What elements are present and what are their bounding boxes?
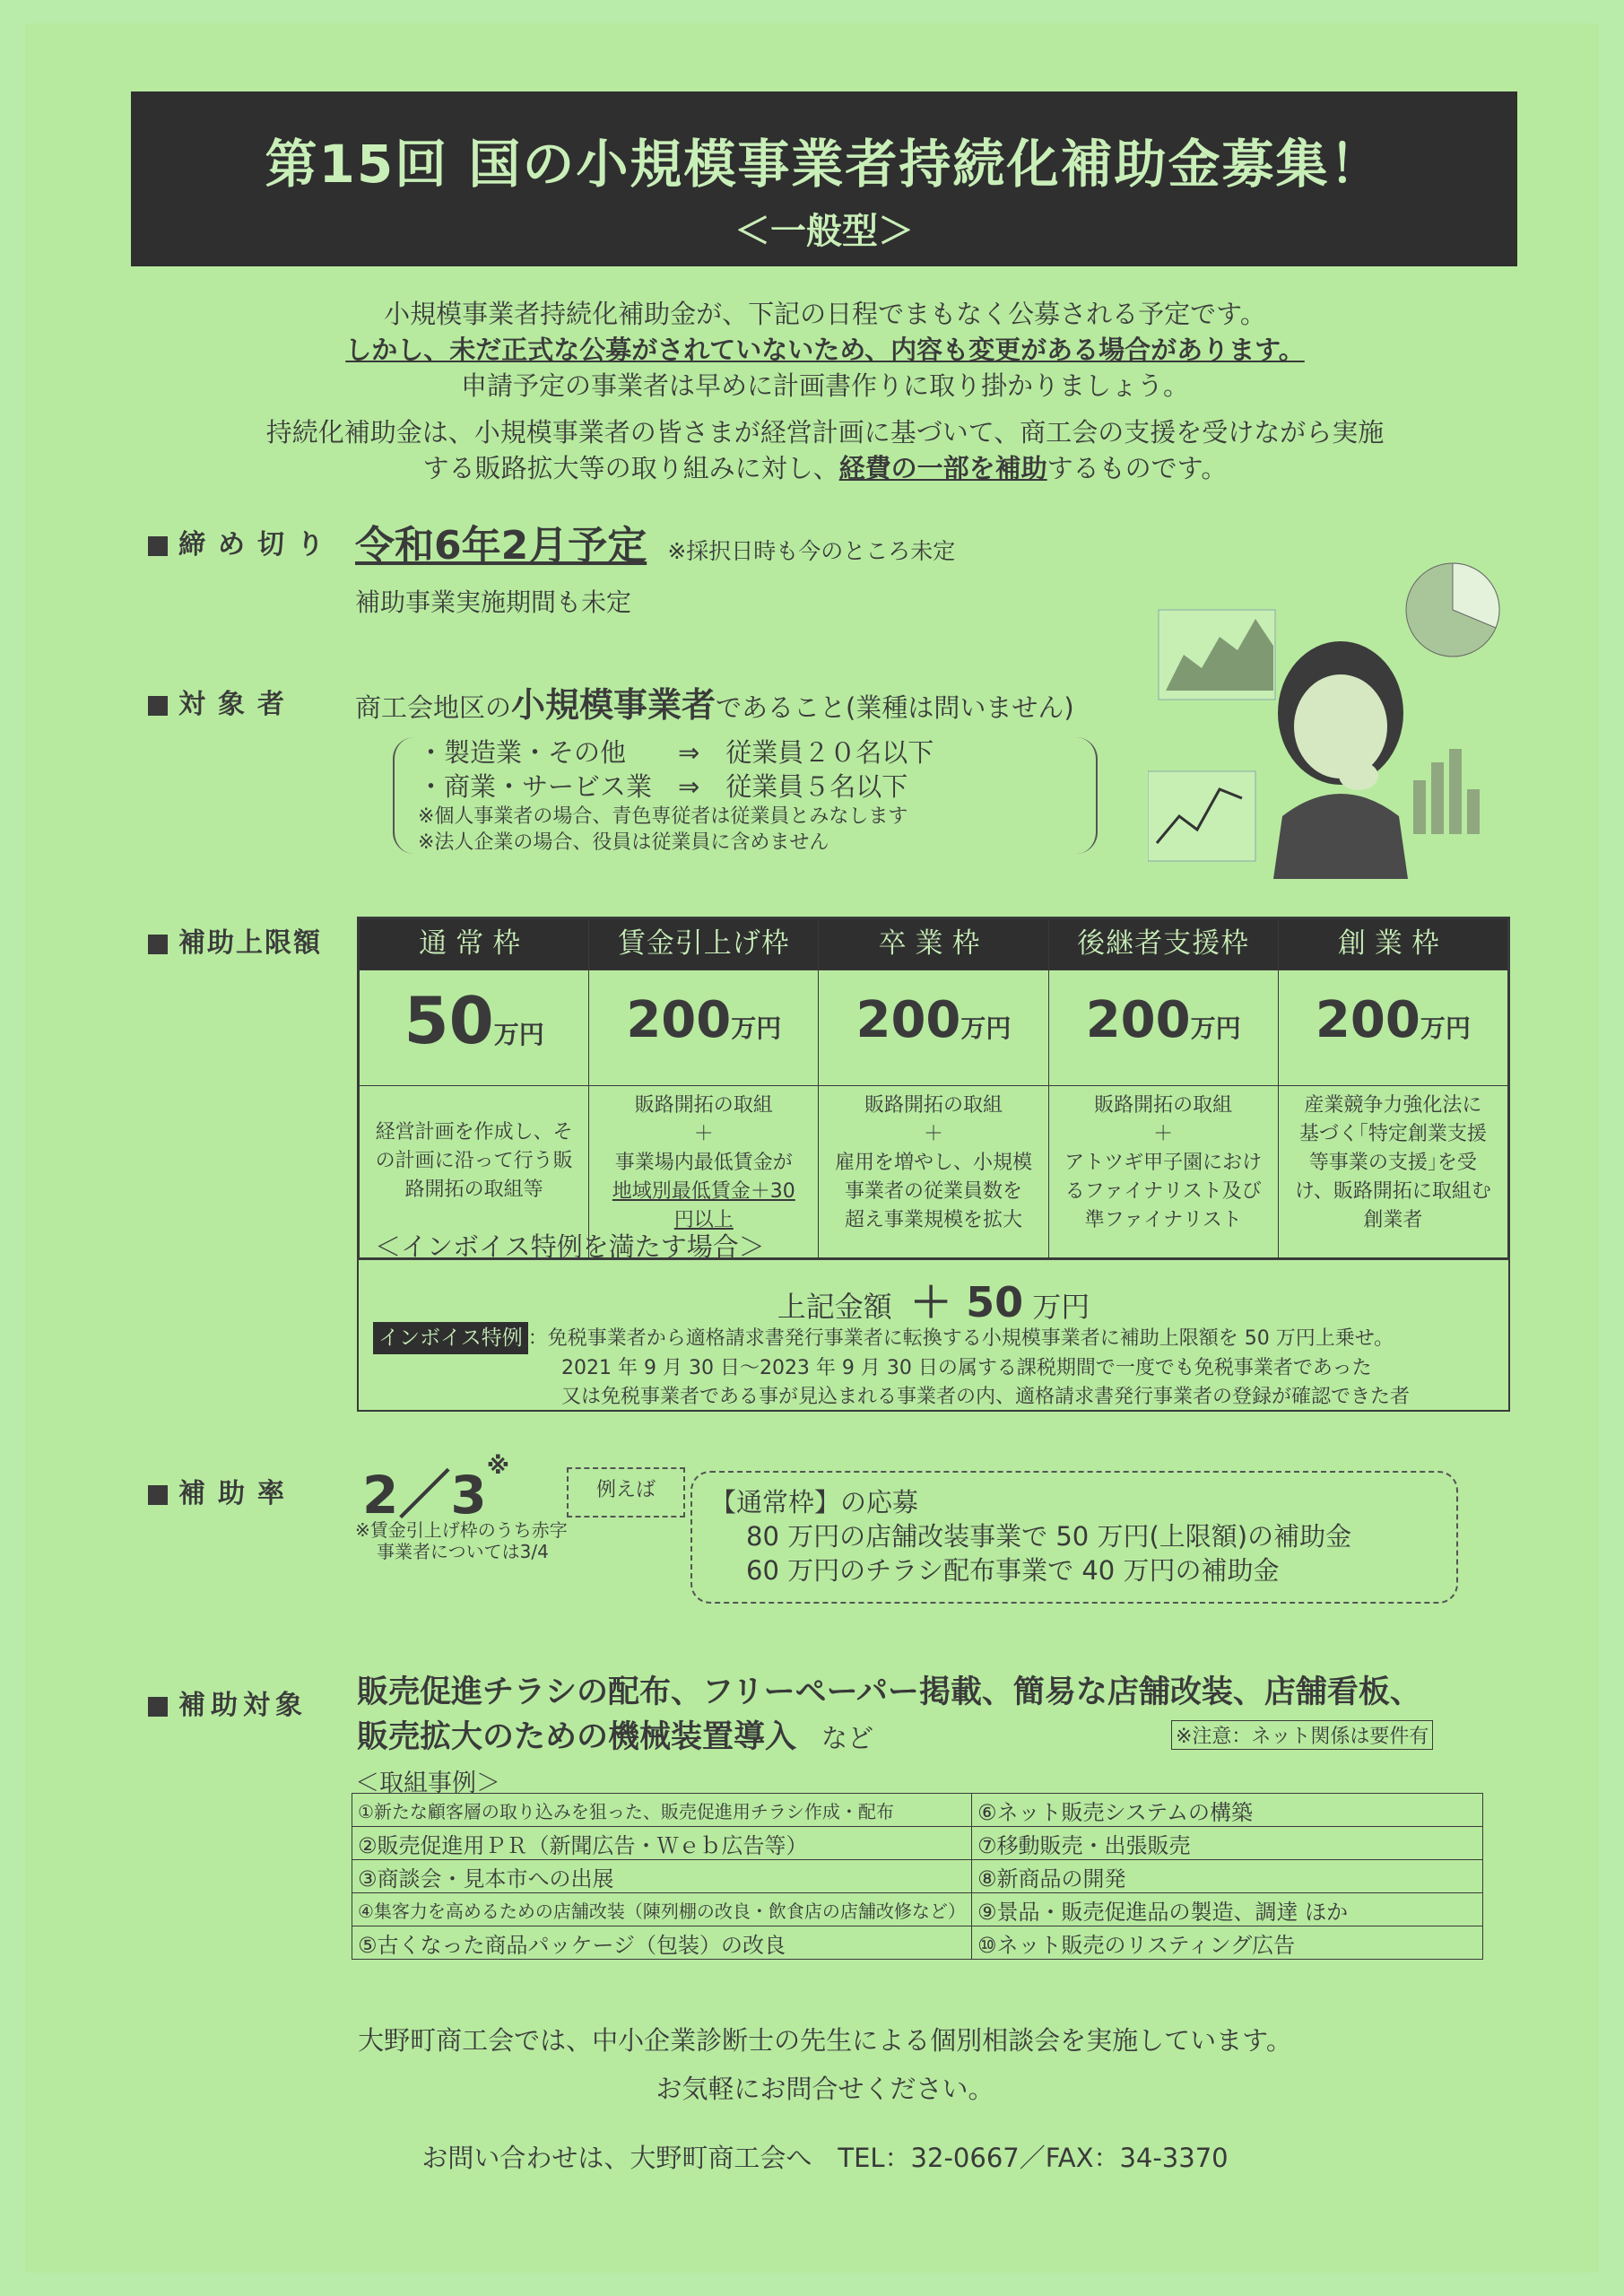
cases-table bbox=[352, 1793, 1483, 1960]
amount-cell: 200万円 bbox=[819, 970, 1048, 1086]
target-note: ※個人事業者の場合、青色専従者は従業員とみなします bbox=[418, 805, 908, 828]
case-item: ⑨景品・販売促進品の製造、調達 ほか bbox=[971, 1893, 1482, 1926]
intro-emphasis: 経費の一部を補助 bbox=[838, 453, 1047, 483]
pie-chart-icon bbox=[1406, 563, 1499, 657]
invoice-detail: インボイス特例 ：免税事業者から適格請求書発行事業者に転換する小規模事業者に補助上限額を 50 万円上乗せ。 2021 年 9 月 30 日～2023 年 9 月 30 日の属する課税期間で一度でも免税事業者であった 又は免税事業者である事が見込まれる事業者の内、適格請求書発行事業者の登録が確認できた者 bbox=[373, 1322, 1503, 1412]
example-title: 【通常枠】の応募 bbox=[710, 1487, 919, 1518]
rate-label: 補助率 bbox=[148, 1471, 297, 1510]
desc-cell: 経営計画を作成し、そ の計画に沿って行う販 路開拓の取組等 bbox=[360, 1086, 589, 1258]
invoice-title: ＜インボイス特例を満たす場合＞ bbox=[375, 1231, 765, 1262]
target-text: 商工会地区の小規模事業者であること(業種は問いません) bbox=[355, 685, 1074, 725]
example-line: 80 万円の店舗改装事業で 50 万円(上限額)の補助金 bbox=[746, 1521, 1352, 1552]
column-head: 賃金引上げ枠 bbox=[589, 919, 819, 970]
footer-message: 大野町商工会では、中小企業診断士の先生による個別相談会を実施しています。 お気軽にお問合せください。 bbox=[358, 2025, 1292, 2104]
target-label: 対象者 bbox=[148, 682, 297, 721]
case-item: ⑥ネット販売システムの構築 bbox=[971, 1794, 1482, 1827]
page-subtitle: ＜一般型＞ bbox=[734, 211, 914, 252]
invoice-section bbox=[357, 1220, 1510, 1412]
target-rule: ・製造業・その他 ⇒ 従業員２０名以下 bbox=[418, 737, 934, 768]
cases-title: ＜取組事例＞ bbox=[355, 1770, 500, 1797]
desc-cell: 産業競争力強化法に 基づく｢特定創業支援 等事業の支援｣を受 け、販路開拓に取組む 創業者 bbox=[1278, 1086, 1507, 1258]
case-item: ②販売促進用ＰＲ（新聞広告・Ｗｅｂ広告等） bbox=[352, 1827, 972, 1860]
intro-line: 持続化補助金は、小規模事業者の皆さまが経営計画に基づいて、商工会の支援を受けながら実施 bbox=[265, 417, 1385, 448]
businessperson-illustration bbox=[1148, 547, 1507, 888]
desc-cell: 販路開拓の取組 ＋ アトツギ甲子園におけ るファイナリスト及び 準ファイナリスト bbox=[1048, 1086, 1278, 1258]
desc-cell: 販路開拓の取組 ＋ 雇用を増やし、小規模 事業者の従業員数を 超え事業規模を拡大 bbox=[819, 1086, 1048, 1258]
column-head: 創業枠 bbox=[1278, 919, 1507, 970]
rate-note: ※賃金引上げ枠のうち赤字 事業者については3/4 bbox=[355, 1519, 568, 1562]
invoice-badge: インボイス特例 bbox=[373, 1322, 528, 1354]
target-rule: ・商業・サービス業 ⇒ 従業員５名以下 bbox=[418, 771, 908, 802]
case-item: ⑩ネット販売のリスティング広告 bbox=[971, 1926, 1482, 1960]
intro-line: 小規模事業者持続化補助金が、下記の日程でまもなく公募される予定です。 bbox=[384, 299, 1266, 329]
amount-cell: 200万円 bbox=[589, 970, 819, 1086]
scope-caution: ※注意：ネット関係は要件有 bbox=[1171, 1720, 1433, 1750]
case-item: ④集客力を高めるための店舗改装（陳列棚の改良・飲食店の店舗改修など） bbox=[352, 1893, 972, 1926]
intro-text: するものです。 bbox=[1046, 453, 1228, 483]
limit-label: 補助上限額 bbox=[148, 920, 322, 960]
amount-cell: 200万円 bbox=[1048, 970, 1278, 1086]
column-head: 通常枠 bbox=[360, 919, 589, 970]
intro bbox=[135, 296, 1515, 486]
deadline-sub: 補助事業実施期間も未定 bbox=[355, 587, 632, 617]
amount-cell: 200万円 bbox=[1278, 970, 1507, 1086]
scope-label: 補助対象 bbox=[148, 1683, 308, 1722]
intro-line: 申請予定の事業者は早めに計画書作りに取り掛かりましょう。 bbox=[460, 370, 1189, 401]
case-item: ①新たな顧客層の取り込みを狙った、販売促進用チラシ作成・配布 bbox=[352, 1794, 972, 1827]
scope-text: 販売促進チラシの配布、フリーペーパー掲載、簡易な店舗改装、店舗看板、 販売拡大のための機械装置導入 など bbox=[357, 1674, 1421, 1755]
thinking-person-icon bbox=[1273, 641, 1408, 879]
example-line: 60 万円のチラシ配布事業で 40 万円の補助金 bbox=[746, 1555, 1280, 1586]
case-item: ⑤古くなった商品パッケージ（包装）の改良 bbox=[352, 1926, 972, 1960]
line-chart-icon bbox=[1148, 771, 1255, 861]
case-item: ⑦移動販売・出張販売 bbox=[971, 1827, 1482, 1860]
amount-cell: 50万円 bbox=[360, 970, 589, 1086]
intro-line bbox=[135, 450, 1515, 486]
case-item: ⑧新商品の開発 bbox=[971, 1860, 1482, 1893]
page-title: 第15回 国の小規模事業者持続化補助金募集！ bbox=[265, 134, 1384, 195]
contact-info: お問い合わせは、大野町商工会へ TEL：32-0667／FAX：34-3370 bbox=[421, 2143, 1229, 2173]
area-chart-icon bbox=[1159, 610, 1275, 700]
deadline bbox=[355, 513, 955, 619]
case-item: ③商談会・見本市への出展 bbox=[352, 1860, 972, 1893]
deadline-value: 令和6年2月予定 bbox=[355, 523, 647, 569]
rate-value: 2／3※ bbox=[362, 1453, 509, 1526]
target-rules bbox=[418, 735, 934, 856]
bar-chart-icon bbox=[1413, 749, 1480, 834]
example-box bbox=[690, 1471, 1458, 1604]
column-head: 卒業枠 bbox=[819, 919, 1048, 970]
deadline-note: ※採択日時も今のところ未定 bbox=[667, 538, 956, 564]
invoice-amount: 上記金額 ＋ 50 万円 bbox=[777, 1278, 1090, 1326]
example-tag: 例えば bbox=[567, 1467, 685, 1518]
intro-text: する販路拡大等の取り組みに対し、 bbox=[422, 453, 839, 483]
desc-cell: 販路開拓の取組 ＋ 事業場内最低賃金が 地域別最低賃金＋30 円以上 bbox=[589, 1086, 819, 1258]
limit-table bbox=[357, 917, 1510, 1260]
title-banner bbox=[131, 91, 1517, 266]
column-head: 後継者支援枠 bbox=[1048, 919, 1278, 970]
deadline-label: 締め切り bbox=[148, 522, 336, 561]
target-note: ※法人企業の場合、役員は従業員に含めません bbox=[418, 831, 829, 854]
intro-warning: しかし、未だ正式な公募がされていないため、内容も変更がある場合があります。 bbox=[345, 335, 1305, 365]
